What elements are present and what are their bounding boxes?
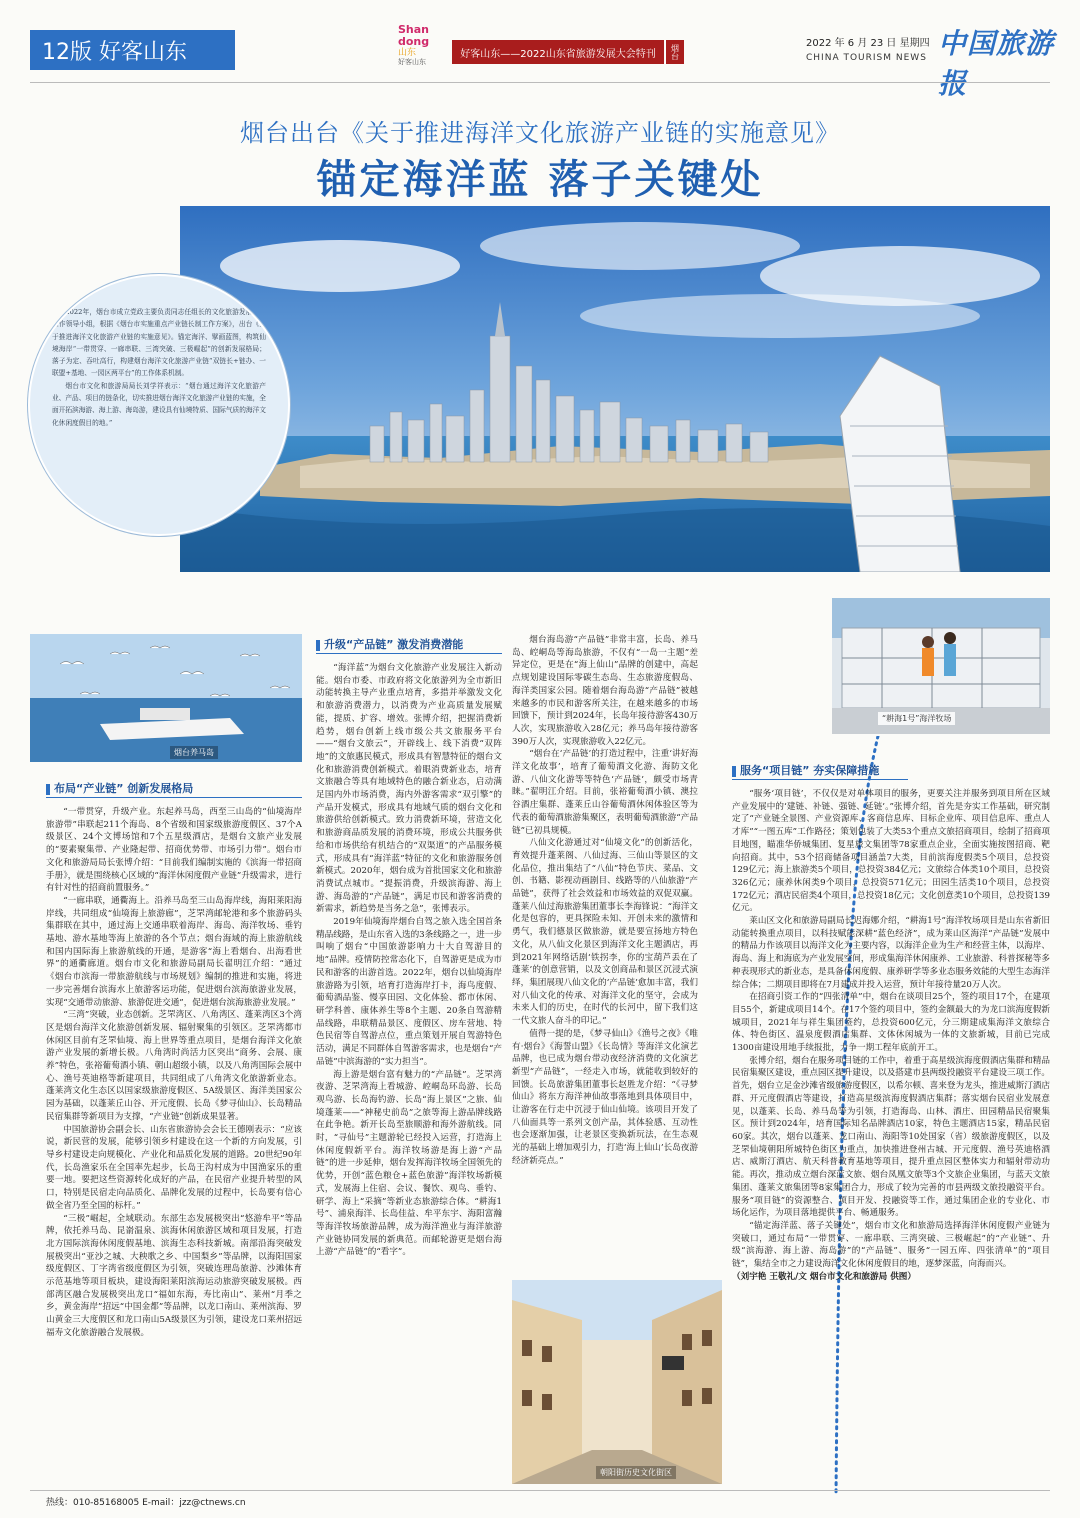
section-upgrade-title: 升级“产品链” 激发消费潜能 [316,636,502,654]
section-marker [732,766,736,777]
seagull-caption: 烟台养马岛 [170,746,218,759]
top-rule [30,82,1050,83]
section-upgrade-body-right: 烟台海岛游“产品链”非常丰富，长岛、养马岛、崆峒岛等海岛旅游，不仅有“一岛一主题”差异定位，更是在“海上仙山”品牌的创建中，高起点规划建设国际零碳生态岛、生态旅游度假岛、海洋类国家公园。随着烟台海岛游“产品链”被越来越多的市民和游客所关注，在越来越多的市场回馈下，预计到2024年，长岛年接待游客430万人次，实现旅游收入28亿元；养马岛年接待游客390万人次，实现旅游收入22亿元。 “烟台在‘产品链’的打造过程中，注重‘讲好海洋文化故事’，培育了葡萄酒文化游、海防文化游、八仙文化游等等特色‘产品链’，颇受市场青睐。”翟明江介绍。目前，张裕葡萄酒小镇、澳拉谷酒庄集群、蓬莱丘山谷葡萄酒休闲体验区等为代表的葡萄酒旅游集聚区，表明葡萄酒旅游“产品链”已初具规模。 八仙文化游通过对“仙境文化”的创新活化，育效提升蓬莱阁、八仙过海、三仙山等景区的文化品位，推出集结了“八仙”特色节庆、菜品、文创、书籍、影视动画剧目、线路等的八仙旅游“产品链”，获得了社会效益和市场效益的双促双赢。蓬莱八仙过海旅游集团董事长李海锋说：“海洋文化是包容的，更具探险未知、开创未来的激情和勇气，我们德景区做旅游，就是要宣扬地方特色文化，从八仙文化景区到海洋文化主题酒店，再到2021年网络话剧‘铁拐李，你的宝葫芦丢在了蓬莱’的创意营销，以及文创商品和景区沉浸式演绎，集团展现八仙文化的‘产品链’愈加丰富，我们对八仙文化的传承、对海洋文化的坚守，会成为未来人们的历史，在时代的长河中，留下我们这一代文旅人奋斗的印记。” 值得一提的是，《梦寻仙山》《渔号之夜》《唯有·烟台》《海誓山盟》《长岛情》等海洋文化演艺品牌，也已成为烟台带动夜经济消费的文化演艺新型“产品链”，一经走入市场，就能收到较好的回馈。长岛旅游集团董事长赵胜龙介绍：“《寻梦仙山》将东方海洋神仙故事落地到具体项目中，让游客在行走中沉浸于仙山仙境。该项目开发了八仙面具等一系列文创产品，其体验感、互动性也会逐渐加强，让老景区变换新玩法，在生态观光的基础上增加观引力，打造‘海上仙山’长岛夜游经济新亮点。” [512,635,698,1166]
coastline-illustration [180,206,1050,572]
paper-name: 中国旅游报 [938,27,1055,100]
section-marker [316,640,320,651]
historic-street-illustration [512,1280,722,1484]
article-headline: 锚定海洋蓝 落子关键处 [316,156,764,203]
hero-photo-yantai-coast [180,206,1050,572]
article-kicker: 烟台出台《关于推进海洋文化旅游产业链的实施意见》 [240,119,840,147]
seagull-boat-illustration [30,634,302,762]
street-caption: 朝阳街历史文化街区 [596,1466,676,1479]
footer-contact: 热线：010-85168005 E-mail：jzz@ctnews.cn [46,1498,246,1508]
shandong-logo: Shan dong 山东 好客山东 [398,23,430,66]
issue-date: 2022 年 6 月 23 日 星期四 CHINA TOURISM NEWS [806,38,930,63]
section-layout-body: “一带贯穿，升级产业。东起养马岛，西至三山岛的“仙境海岸旅游带”串联起211个海岛、8个省级和国家级旅游度假区、37个A级景区、24个文博场馆和7个五星级酒店，是烟台文旅产业发展的“要素聚集带、产业隆起带、招商优势带、市场引力带”。烟台市文化和旅游局局长张博介绍：“目前我们编制实施的《滨海一带招商手册》，就是围绕核心区域的“海洋休闲度假产业链”升级需求，进行有针对性的招商前置服务。” “一廊串联，通衢海上。沿养马岛至三山岛海岸线，海阳莱阳海岸线，共同组成“仙境海上旅游廊”，芝罘湾邮轮港和多个旅游码头集群联在其中，通过海上交通串联着海岸、海岛、海洋牧场、垂钓基地、游水基地等海上旅游的各个节点；烟台海域的海上旅游航线和国内国际海上旅游航线的开通，是游客“海上看烟台、出海看世界”的通衢廊道。烟台市文化和旅游局副局长翟明江介绍：“通过《烟台市滨海一带旅游航线与市场规划》编制的推进和实施，将进一步完善烟台滨海水上旅游客运功能，促进烟台滨海旅游业发展，实现“交通带动旅游、旅游促进交通”，促进烟台滨海旅游业发展。” “三湾”突破，业态创新。芝罘湾区、八角湾区、蓬莱湾区3个湾区是烟台海洋文化旅游创新发展、辐射聚集的引领区。芝罘湾都市休闲区目前有芝罘仙境、海上世界等重点项目，是烟台海洋文化旅游产业发展的新增长极。八角湾时尚活力区突出“商务、会展、康养”特色，张裕葡萄酒小镇、朝山超级小镇，以及八角湾国际会展中心、渔号英迪格等新建项目，共同组成了八角湾文化旅游新业态。蓬莱湾文化生态区以国家级旅游度假区、5A级景区、海洋美国家公园为基础，以蓬莱丘山谷、开元度假、长岛《梦寻仙山》、长岛精品民宿集群等新项目为支撑，“产业链”创新成果显著。 中国旅游协会副会长、山东省旅游协会会长王德刚表示：“应该说，新民营的发展，能够引领乡村建设在这一个新的方向发展，引导乡村建设走向规模化、产业化和品质化发展的道路。20世纪90年代，长岛渔家乐在全国率先起步，长岛王沟村成为中国渔家乐的重要一地。要把这些资源转化成好的产品，在民宿产业提升转型的风口，特别是民宿走向品质化、品牌化发展的过程中，长岛要有信心做全省乃至全国的标杆。” “三极”崛起，全域联动。东部生态发展极突出“悠游牟平”等品牌，依托养马岛、昆嵛温泉、滨海休闲旅游区域和项目发展，打造北方国际滨海休闲度假基地、滨海生态科技新城。南部沿海突破发展极突出“亚沙之城、大秧歌之乡、中国梨乡”等品牌，以海阳国家级度假区、丁字湾省级度假区为引领，突破连理岛旅游、沙滩体育示范基地等项目板块，建设海阳莱阳滨海运动旅游突破发展极。西部湾区融合发展极突出龙口“福如东海，寿比南山”、莱州“月季之乡，黄金海岸”招远“中国金都”等品牌，以龙口南山、莱州滨海、罗山黄金三大度假区和龙口南山5A级景区为引领，建设龙口莱州招远福寿文化旅游融合发展极。 [46,807,302,1338]
page-label: 12版 好客山东 [30,30,235,70]
special-banner: 好客山东——2022山东省旅游发展大会特刊 [452,40,664,64]
ocean-farm-photo [832,598,1050,734]
street-photo [512,1280,722,1484]
section-service-title: 服务“项目链” 夯实保障措施 [732,762,908,780]
city-badge: 烟台 [665,40,684,64]
footer-rule [30,1490,1050,1491]
photo-credit: （刘宇艳 王敬礼/文 烟台市文化和旅游局 供图） [732,1271,916,1282]
ocean-farm-caption: “耕海1号”海洋牧场 [878,712,955,725]
seagull-boat-photo [30,634,302,762]
lead-summary: 2022年，烟台市成立党政主要负责同志任组长的文化旅游发展推进工作领导小组，根据《烟台市实施重点产业链长制工作方案》，出台《关于推进海洋文化旅游产业链的实施意见》。锚定海洋、擘画蓝图，构筑仙境海岸“一带贯穿、一廊串联、三湾突破、三极崛起”的创新发展格局；落子为定、吞吐高行，构建烟台海洋文化旅游产业链“双链长+链办、一联盟+基地、一园区两平台”的工作体系机制。 烟台市文化和旅游局局长刘学祥表示：“烟台通过海洋文化旅游产业、产品、项目的链条化，切实推进烟台海洋文化旅游产业链的实施，全面开拓滨海游、海上游、海岛游，建设具有仙境特质、国际气质的海洋文化休闲度假目的地。” [28,274,290,536]
section-layout-title: 布局“产业链” 创新发展格局 [46,780,302,798]
section-marker [46,784,50,795]
section-service-body: “服务‘项目链’，不仅仅是对单体项目的服务，更要关注并服务到项目所在区域产业发展中的‘建链、补链、强链、延链’。”张博介绍，首先是夯实工作基础，研究制定了“产业链全景图、产业资源库、客商信息库、目标企业库、项目信息库、重点人才库”“一图五库”工作路径；策划包装了大类53个重点文旅招商项目，绘制了招商项目地图，瞄准华侨城集团、复星旅文集团等78家重点企业，全面实施按图招商、靶向招商。其中，53个招商储备项目涵盖7大类，目前滨海度假类5个项目，总投资129亿元；海上旅游类5个项目，总投资384亿元；文旅综合体类10个项目，总投资326亿元；康养休闲类9个项目，总投资571亿元；田园生活类10个项目，总投资172亿元；酒店民宿类4个项目，总投资18亿元；文化创意类10个项目，总投资139亿元。 莱山区文化和旅游局副局长迟海娜介绍，“耕海1号”海洋牧场项目是山东省新旧动能转换重点项目，以科技赋能深耕“蓝色经济”，成为莱山区海洋“产品链”发展中的精品力作该项目以海洋文化为主要内容，以海洋企业为生产和经营主体，以海岸、海岛、海上和海底为产业发展空间，形成集海洋休闲康养、工业旅游、科普探秘等多种表现形式的新业态，是具备休闲度假、康养研学等多业态服务效能的大型生态海洋综合体；二期项目即将在7月建成并投入运营，预计年接待量20万人次。 在招商引资工作的“四张清单”中，烟台在谈项目25个，签约项目17个，在建项目55个，新建成项目14个。在17个签约项目中，签约金额最大的为龙口滨海度假新城项目，2021年与祥生集团签约，总投资600亿元，分三期建成集海洋文旅综合体、特色街区、温泉度假酒店集群、文体休闲城为一体的文旅新城，目前已完成1300亩建设用地手续报批，力争一期工程年底前开工。 张博介绍，烟台在服务项目链的工作中，着重于高星级滨海度假酒店集群和精品民宿集聚区建设，重点园区提升建设，以及搭建市县两级投融资平台建设三项工作。首先，烟台立足金沙滩省级旅游度假区，以希尔顿、喜来登为龙头，推进威斯汀酒店群、开元度假酒店等建设，打造高星级滨海度假酒店集群；落实烟台民宿业发展意见，以蓬莱、长岛、养马岛等为引领，打造海岛、山林、酒庄、田园精品民宿聚集区。预计到2024年，培育国际知名品牌酒店10家，特色主题酒店15家，精品民宿60家。其次，烟台以蓬莱、龙口南山、海阳等10处国家（省）级旅游度假区，以及芝罘仙境朝阳所城特色街区为重点，加快推进登州古城、开元度假、渔号英迪格酒店、威斯汀酒店、航天科普教育基地等项目，提升重点园区整体实力和辐射带动功能。再次，推动成立烟台深蓝文旅、烟台凤凰文旅等3个文旅企业集团，与蓝天文旅集团、蓬莱文旅集团等8家集团合力，形成了较为完善的市县两级文旅投融资平台。服务“项目链”的资源整合、项目开发、投融资等工作，通过集团企业的专业化、市场化运作，为项目落地提供平台、畅通服务。 “锚定海洋蓝、落子关键处”，烟台市文化和旅游局选择海洋休闲度假产业链为突破口，通过布局“一带贯穿、一廊串联、三湾突破、三极崛起”的“产业链”、升级“滨海游、海上游、海岛游”的“产品链”、服务“一园五库、四张清单”的“项目链”，集结全市之力建设海洋文化休闲度假目的地，逐梦深蓝，向海而兴。 （刘宇艳 王敬礼/文 烟台市文化和旅游局 供图） [732,789,1050,1282]
section-upgrade-body-left: “海洋蓝”为烟台文化旅游产业发展注入新动能。烟台市委、市政府将文化旅游列为全市新旧动能转换主导产业重点培育，多措并举激发文化和旅游消费潜力，以消费为产业高质量发展赋能，提质、扩容、增效。张博介绍，把握消费新趋势，烟台创新上线市级公共文旅服务平台——“烟台文旅云”，开辟线上、线下消费“双阵地”的文旅惠民模式，形成具有智慧特征的烟台文化和旅游消费创新模式。着眼消费新业态，培育文旅融合等具有地域特色的融合新业态，启动满足国内外市场消费，海内外游客需求“双引擎”的产品开发模式，形成具有地域气质的烟台文化和旅游供给创新模式。致力消费新环境，营造文化和旅游商品质发展的消费环境，形成公共服务供给和市场供给有机结合的“双渠道”的产品服务模式，形成具有“海洋蓝”特征的文化和旅游服务创新模式。2020年，烟台成为首批国家文化和旅游消费试点城市。“提振消费，升级滨海游、海上游、海岛游的“产品链”，满足市民和游客消费的新需求，新趋势是当务之急”，张博表示。 2019年仙境海岸烟台自驾之旅入选全国首条精品线路，是山东省入选的3条线路之一，进一步叫响了烟台“中国旅游影响力十大自驾游目的地”品牌。疫情防控常态化下，自驾游更是成为市民和游客的出游首选。2022年，烟台以仙境海岸旅游路为引领，培育打造海岸打卡，海鸟度假、葡萄酒品鉴、慢享田园、文化体验、都市休闲、研学科普、康体养生等8个主题、20条自驾游精品线路，串联精品景区、度假区、房车营地、特色民宿等自驾游点位，重点策划开展自驾游特色活动，满足不同群体自驾游客需求，也是烟台“产品链”中滨海游的“实力担当”。 海上游是烟台富有魅力的“产品链”。芝罘湾夜游、芝罘湾海上看城游、崆峒岛环岛游、长岛观鸟游、长岛海钓游、长岛“海上景区”之旅、仙境蓬莱——“神秘史前岛”之旅等海上游品牌线路在此争艳。新开长岛至旅顺游和海外游航线。同时，“寻仙号”主题游轮已经投入运营，打造海上休闲度假新平台。海洋牧场游是海上游“产品链”的进一步延伸，烟台发挥海洋牧场全国领先的优势，开创“蓝色粮仓+蓝色旅游”海洋牧场新模式，发展海上住宿、会议、餐饮、观鸟、垂钓、研学、海上“采摘”等新业态旅游综合体。“耕海1号”、浦泉海洋、长岛佳益、牟平东宇、海阳富瀚等海洋牧场旅游品牌，成为海洋渔业与海洋旅游产业链协同发展的新典范。而邮轮游更是烟台海上游“产品链”的“看字”。 [316,663,502,1258]
